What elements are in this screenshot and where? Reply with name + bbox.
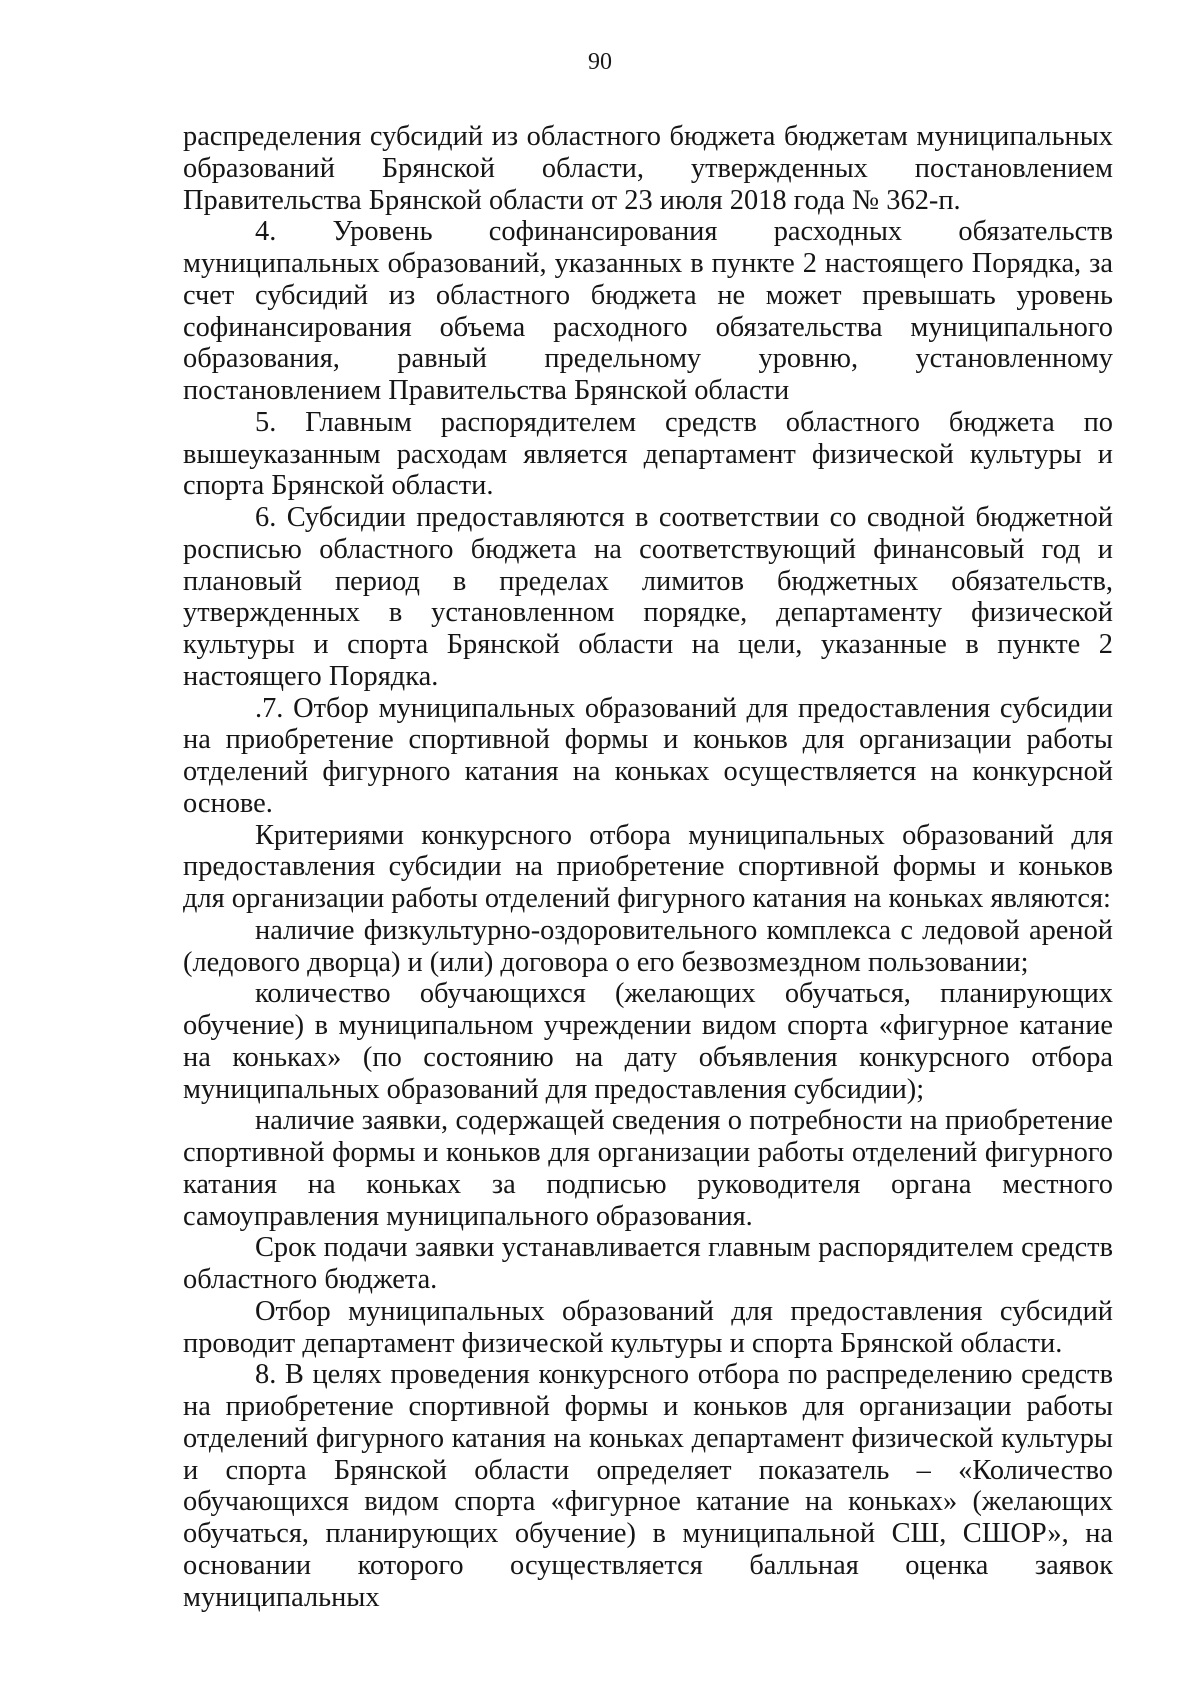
paragraph-criterion-students: количество обучающихся (желающих обучаться, планирующих обучение) в муниципальном учреждении видом спорта «фигурное катание на коньках» (по состоянию на дату объявления конкурсного отбора муниципальных образований для предоставления субсидии);: [183, 978, 1113, 1105]
paragraph-item-4: 4. Уровень софинансирования расходных обязательств муниципальных образований, указанных в пункте 2 настоящего Порядка, за счет субсидий из областного бюджета не может превышать уровень софинансирования объема расходного обязательства муниципального образования, равный предельному уровню, установленному постановлением Правительства Брянской области: [183, 216, 1113, 406]
paragraph-criteria-intro: Критериями конкурсного отбора муниципальных образований для предоставления субсидии на приобретение спортивной формы и коньков для организации работы отделений фигурного катания на коньках являются:: [183, 819, 1113, 914]
document-body: [183, 121, 1113, 1613]
paragraph-criterion-application: наличие заявки, содержащей сведения о потребности на приобретение спортивной формы и коньков для организации работы отделений фигурного катания на коньках за подписью руководителя органа местного самоуправления муниципального образования.: [183, 1105, 1113, 1232]
page-number: 90: [588, 49, 612, 75]
paragraph-item-8: 8. В целях проведения конкурсного отбора по распределению средств на приобретение спортивной формы и коньков для организации работы отделений фигурного катания на коньках департамент физической культуры и спорта Брянской области определяет показатель – «Количество обучающихся видом спорта «фигурное катание на коньках» (желающих обучаться, планирующих обучение) в муниципальной СШ, СШОР», на основании которого осуществляется балльная оценка заявок муниципальных: [183, 1359, 1113, 1613]
paragraph-selection-authority: Отбор муниципальных образований для предоставления субсидий проводит департамент физической культуры и спорта Брянской области.: [183, 1295, 1113, 1359]
paragraph-item-5: 5. Главным распорядителем средств областного бюджета по вышеуказанным расходам является департамент физической культуры и спорта Брянской области.: [183, 406, 1113, 502]
paragraph-continuation: распределения субсидий из областного бюджета бюджетам муниципальных образований Брянской области, утвержденных постановлением Правительства Брянской области от 23 июля 2018 года № 362-п.: [183, 121, 1113, 216]
paragraph-criterion-ice-arena: наличие физкультурно-оздоровительного комплекса с ледовой ареной (ледового дворца) и (или) договора о его безвозмездном пользовании;: [183, 914, 1113, 978]
paragraph-deadline: Срок подачи заявки устанавливается главным распорядителем средств областного бюджета.: [183, 1232, 1113, 1295]
paragraph-item-6: 6. Субсидии предоставляются в соответствии со сводной бюджетной росписью областного бюджета на соответствующий финансовый год и плановый период в пределах лимитов бюджетных обязательств, утвержденных в установленном порядке, департаменту физической культуры и спорта Брянской области на цели, указанные в пункте 2 настоящего Порядка.: [183, 502, 1113, 692]
paragraph-item-7: .7. Отбор муниципальных образований для предоставления субсидии на приобретение спортивной формы и коньков для организации работы отделений фигурного катания на коньках осуществляется на конкурсной основе.: [183, 692, 1113, 819]
